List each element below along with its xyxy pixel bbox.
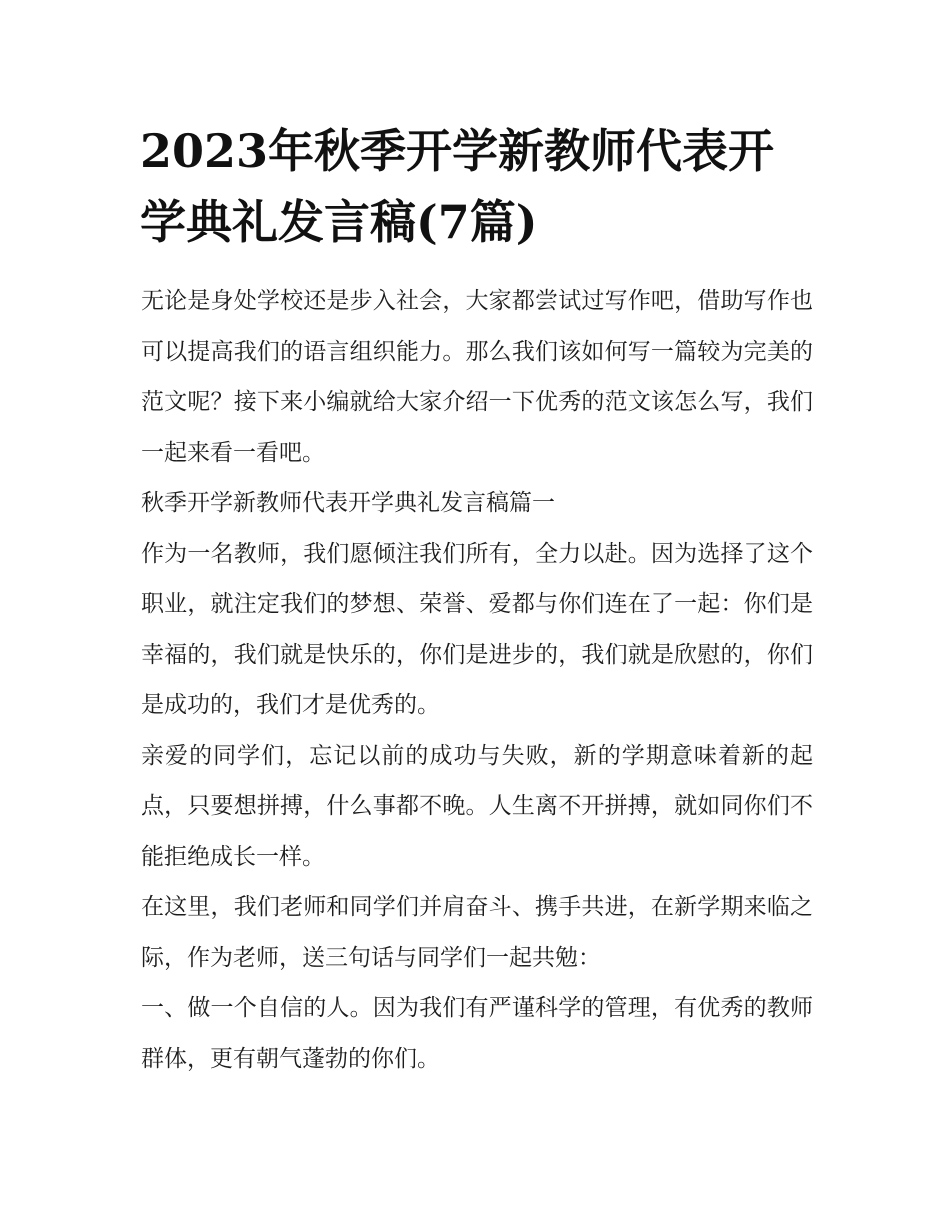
document-title: 2023年秋季开学新教师代表开学典礼发言稿(7篇) bbox=[140, 124, 775, 249]
paragraph: 作为一名教师，我们愿倾注我们所有，全力以赴。因为选择了这个职业，就注定我们的梦想、荣誉、爱都与你们连在了一起：你们是幸福的，我们就是快乐的，你们是进步的，我们就是欣慰的，你们是成功的，我们才是优秀的。 bbox=[141, 540, 813, 718]
paragraph: 一、做一个自信的人。因为我们有严谨科学的管理，有优秀的教师群体，更有朝气蓬勃的你们。 bbox=[141, 995, 813, 1072]
paragraph: 在这里，我们老师和同学们并肩奋斗、携手共进，在新学期来临之际，作为老师，送三句话与同学们一起共勉： bbox=[141, 894, 813, 971]
document-body bbox=[141, 276, 813, 1084]
paragraph-intro: 无论是身处学校还是步入社会，大家都尝试过写作吧，借助写作也可以提高我们的语言组织能力。那么我们该如何写一篇较为完美的范文呢？接下来小编就给大家介绍一下优秀的范文该怎么写，我们一起来看一看吧。 bbox=[141, 288, 813, 466]
section-heading: 秋季开学新教师代表开学典礼发言稿篇一 bbox=[141, 490, 555, 516]
paragraph: 亲爱的同学们，忘记以前的成功与失败，新的学期意味着新的起点，只要想拼搏，什么事都不晚。人生离不开拼搏，就如同你们不能拒绝成长一样。 bbox=[141, 742, 813, 870]
